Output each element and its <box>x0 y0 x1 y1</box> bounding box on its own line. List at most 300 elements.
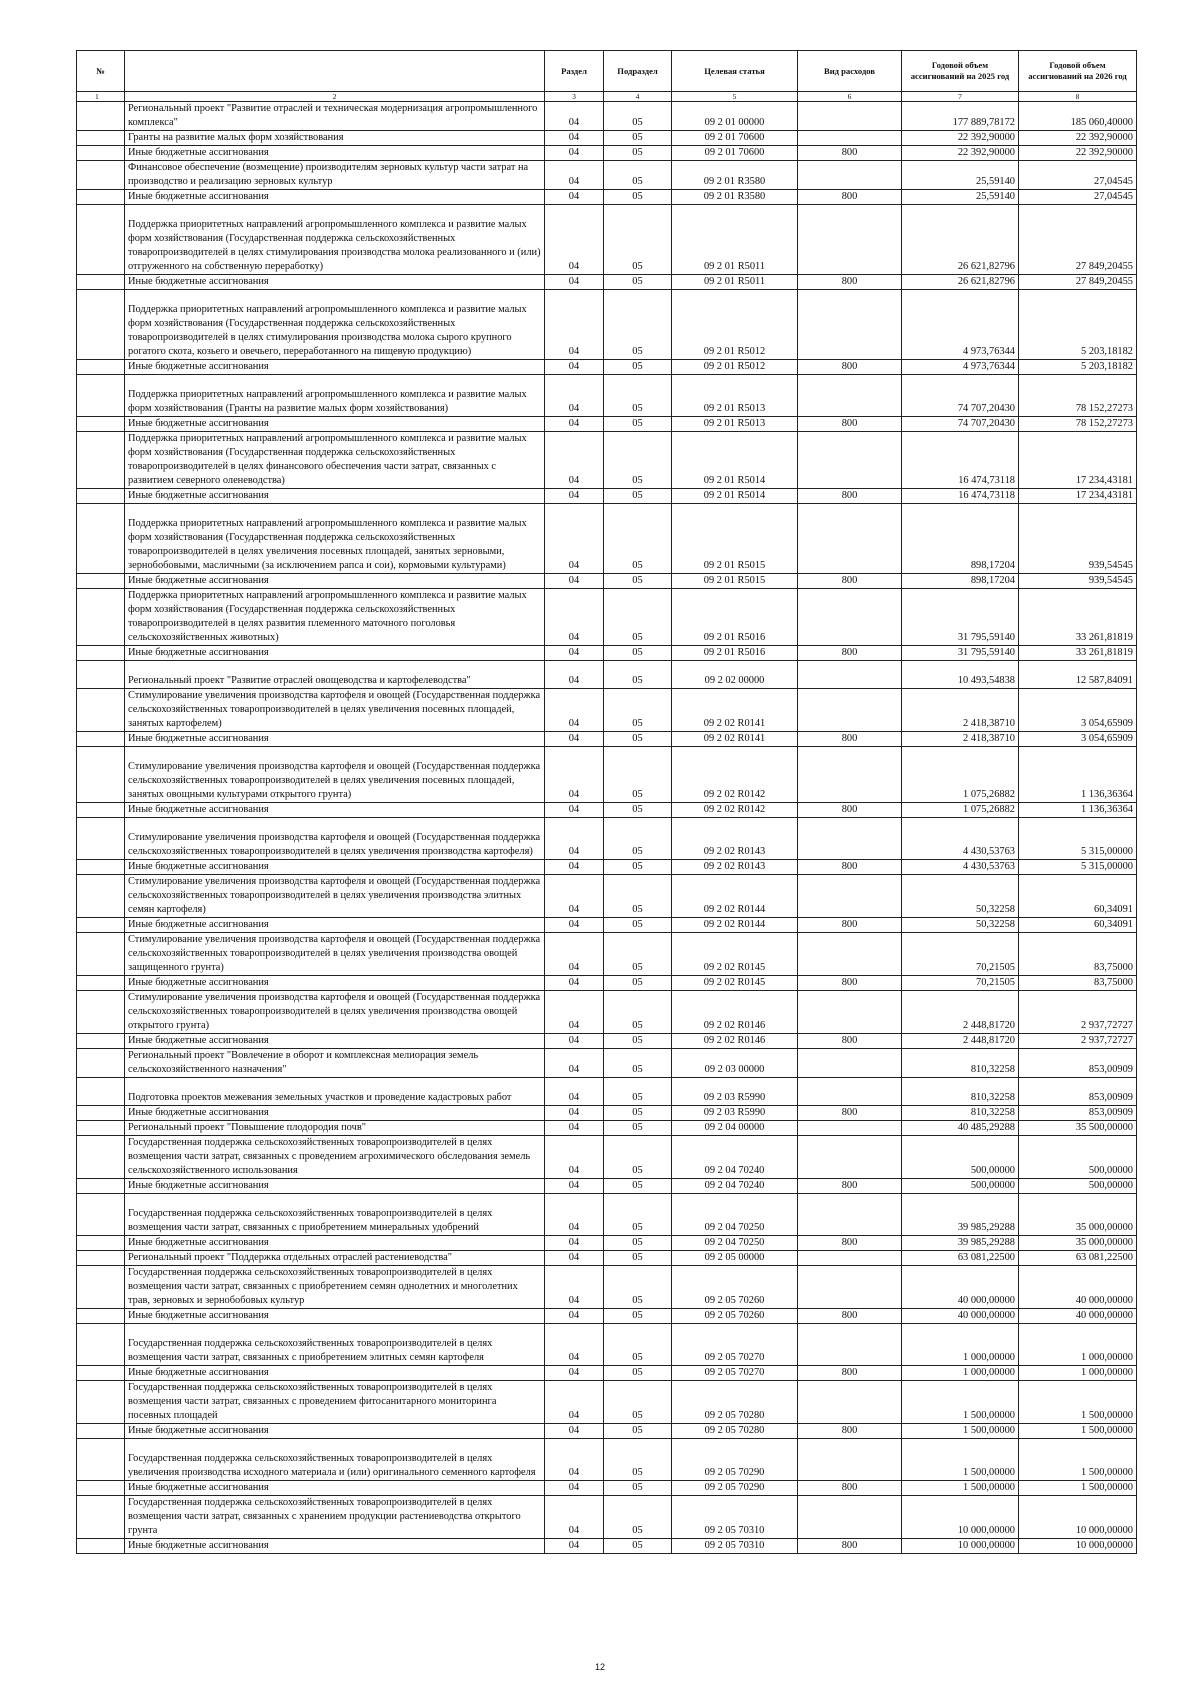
item-name-cell: Поддержка приоритетных направлений агропромышленного комплекса и развитие малых форм хозяйствования (Гранты на развитие малых форм хозяйствования) <box>125 375 545 417</box>
subsection-cell: 05 <box>604 1078 672 1106</box>
subsection-cell: 05 <box>604 1496 672 1539</box>
item-name-cell: Иные бюджетные ассигнования <box>125 732 545 747</box>
table-row <box>77 131 1137 146</box>
number-cell <box>77 818 125 860</box>
table-row <box>77 1481 1137 1496</box>
allocation-2026-cell: 1 136,36364 <box>1019 747 1137 803</box>
table-row <box>77 1136 1137 1179</box>
number-cell <box>77 360 125 375</box>
target-article-cell: 09 2 01 R5016 <box>672 646 798 661</box>
number-cell <box>77 1366 125 1381</box>
allocation-2025-cell: 1 075,26882 <box>902 803 1019 818</box>
subsection-cell: 05 <box>604 275 672 290</box>
expense-type-cell: 800 <box>798 146 902 161</box>
table-row <box>77 489 1137 504</box>
target-article-cell: 09 2 05 70270 <box>672 1366 798 1381</box>
expense-type-cell <box>798 131 902 146</box>
allocation-2026-cell: 3 054,65909 <box>1019 732 1137 747</box>
expense-type-cell: 800 <box>798 860 902 875</box>
subsection-cell: 05 <box>604 1106 672 1121</box>
item-name-cell: Стимулирование увеличения производства картофеля и овощей (Государственная поддержка сельскохозяйственных товаропроизводителей в целях увеличения производства овощей защищенного грунта) <box>125 933 545 976</box>
section-cell: 04 <box>545 205 604 275</box>
table-row <box>77 1309 1137 1324</box>
target-article-cell: 09 2 01 R5015 <box>672 574 798 589</box>
allocation-2025-cell: 810,32258 <box>902 1049 1019 1078</box>
item-name-cell: Иные бюджетные ассигнования <box>125 146 545 161</box>
budget-table-sheet <box>76 50 1136 1554</box>
subsection-cell: 05 <box>604 1366 672 1381</box>
allocation-2025-cell: 1 500,00000 <box>902 1481 1019 1496</box>
item-name-cell: Стимулирование увеличения производства картофеля и овощей (Государственная поддержка сельскохозяйственных товаропроизводителей в целях увеличения производства элитных семян картофеля) <box>125 875 545 918</box>
item-name-cell: Иные бюджетные ассигнования <box>125 1236 545 1251</box>
number-cell <box>77 1236 125 1251</box>
number-cell <box>77 1121 125 1136</box>
section-cell: 04 <box>545 1251 604 1266</box>
page-number: 12 <box>594 1662 605 1672</box>
allocation-2026-cell: 2 937,72727 <box>1019 1034 1137 1049</box>
expense-type-cell: 800 <box>798 1106 902 1121</box>
number-cell <box>77 1106 125 1121</box>
allocation-2025-cell: 40 485,29288 <box>902 1121 1019 1136</box>
item-name-cell: Региональный проект "Вовлечение в оборот и комплексная мелиорация земель сельскохозяйственного назначения" <box>125 1049 545 1078</box>
target-article-cell: 09 2 01 R5011 <box>672 205 798 275</box>
subsection-cell: 05 <box>604 432 672 489</box>
allocation-2025-cell: 4 973,76344 <box>902 360 1019 375</box>
allocation-2026-cell: 40 000,00000 <box>1019 1266 1137 1309</box>
allocation-2025-cell: 74 707,20430 <box>902 375 1019 417</box>
table-row <box>77 205 1137 275</box>
expense-type-cell: 800 <box>798 1481 902 1496</box>
expense-type-cell: 800 <box>798 190 902 205</box>
subsection-cell: 05 <box>604 574 672 589</box>
number-cell <box>77 1078 125 1106</box>
target-article-cell: 09 2 03 R5990 <box>672 1106 798 1121</box>
allocation-2026-cell: 5 203,18182 <box>1019 290 1137 360</box>
section-cell: 04 <box>545 504 604 574</box>
expense-type-cell: 800 <box>798 1424 902 1439</box>
number-cell <box>77 102 125 131</box>
allocation-2026-cell: 83,75000 <box>1019 933 1137 976</box>
section-cell: 04 <box>545 976 604 991</box>
table-row <box>77 574 1137 589</box>
expense-type-cell <box>798 991 902 1034</box>
subsection-cell: 05 <box>604 417 672 432</box>
allocation-2026-cell: 5 315,00000 <box>1019 818 1137 860</box>
target-article-cell: 09 2 02 R0146 <box>672 991 798 1034</box>
item-name-cell: Государственная поддержка сельскохозяйственных товаропроизводителей в целях возмещения части затрат, связанных с хранением продукции растениеводства открытого грунта <box>125 1496 545 1539</box>
allocation-2025-cell: 40 000,00000 <box>902 1266 1019 1309</box>
allocation-2026-cell: 78 152,27273 <box>1019 375 1137 417</box>
subsection-cell: 05 <box>604 375 672 417</box>
item-name-cell: Гранты на развитие малых форм хозяйствования <box>125 131 545 146</box>
expense-type-cell: 800 <box>798 1539 902 1554</box>
section-cell: 04 <box>545 1366 604 1381</box>
subsection-cell: 05 <box>604 732 672 747</box>
number-cell <box>77 1034 125 1049</box>
table-row <box>77 275 1137 290</box>
expense-type-cell <box>798 290 902 360</box>
table-row <box>77 589 1137 646</box>
target-article-cell: 09 2 01 R3580 <box>672 190 798 205</box>
number-cell <box>77 1136 125 1179</box>
target-article-cell: 09 2 02 R0141 <box>672 732 798 747</box>
section-cell: 04 <box>545 1424 604 1439</box>
expense-type-cell: 800 <box>798 976 902 991</box>
allocation-2026-cell: 27,04545 <box>1019 161 1137 190</box>
table-row <box>77 1034 1137 1049</box>
number-cell <box>77 646 125 661</box>
allocation-2025-cell: 39 985,29288 <box>902 1194 1019 1236</box>
number-cell <box>77 146 125 161</box>
target-article-cell: 09 2 01 R5014 <box>672 432 798 489</box>
target-article-cell: 09 2 05 70260 <box>672 1266 798 1309</box>
column-number: 4 <box>604 92 672 102</box>
table-row <box>77 747 1137 803</box>
expense-type-cell: 800 <box>798 1179 902 1194</box>
allocation-2026-cell: 35 500,00000 <box>1019 1121 1137 1136</box>
section-cell: 04 <box>545 432 604 489</box>
item-name-cell: Подготовка проектов межевания земельных участков и проведение кадастровых работ <box>125 1078 545 1106</box>
section-cell: 04 <box>545 1106 604 1121</box>
target-article-cell: 09 2 05 70310 <box>672 1496 798 1539</box>
expense-type-cell <box>798 747 902 803</box>
number-cell <box>77 290 125 360</box>
item-name-cell: Стимулирование увеличения производства картофеля и овощей (Государственная поддержка сельскохозяйственных товаропроизводителей в целях увеличения производства картофеля) <box>125 818 545 860</box>
header-name <box>125 51 545 92</box>
allocation-2025-cell: 74 707,20430 <box>902 417 1019 432</box>
item-name-cell: Региональный проект "Повышение плодородия почв" <box>125 1121 545 1136</box>
allocation-2025-cell: 1 000,00000 <box>902 1324 1019 1366</box>
expense-type-cell <box>798 818 902 860</box>
target-article-cell: 09 2 01 70600 <box>672 146 798 161</box>
expense-type-cell: 800 <box>798 574 902 589</box>
table-header-row <box>77 51 1137 92</box>
allocation-2025-cell: 898,17204 <box>902 504 1019 574</box>
item-name-cell: Иные бюджетные ассигнования <box>125 360 545 375</box>
subsection-cell: 05 <box>604 190 672 205</box>
expense-type-cell <box>798 1439 902 1481</box>
number-cell <box>77 1309 125 1324</box>
allocation-2025-cell: 2 418,38710 <box>902 732 1019 747</box>
section-cell: 04 <box>545 991 604 1034</box>
table-row <box>77 504 1137 574</box>
target-article-cell: 09 2 02 R0142 <box>672 747 798 803</box>
target-article-cell: 09 2 01 00000 <box>672 102 798 131</box>
subsection-cell: 05 <box>604 860 672 875</box>
target-article-cell: 09 2 05 70280 <box>672 1424 798 1439</box>
allocation-2025-cell: 25,59140 <box>902 161 1019 190</box>
target-article-cell: 09 2 01 R5015 <box>672 504 798 574</box>
target-article-cell: 09 2 02 R0145 <box>672 976 798 991</box>
item-name-cell: Региональный проект "Поддержка отдельных отраслей растениеводства" <box>125 1251 545 1266</box>
table-row <box>77 1366 1137 1381</box>
section-cell: 04 <box>545 1236 604 1251</box>
section-cell: 04 <box>545 803 604 818</box>
subsection-cell: 05 <box>604 589 672 646</box>
allocation-2026-cell: 22 392,90000 <box>1019 131 1137 146</box>
table-row <box>77 375 1137 417</box>
allocation-2026-cell: 10 000,00000 <box>1019 1496 1137 1539</box>
allocation-2025-cell: 70,21505 <box>902 976 1019 991</box>
expense-type-cell: 800 <box>798 1366 902 1381</box>
number-cell <box>77 161 125 190</box>
allocation-2026-cell: 1 500,00000 <box>1019 1439 1137 1481</box>
table-row <box>77 102 1137 131</box>
expense-type-cell <box>798 1121 902 1136</box>
table-row <box>77 976 1137 991</box>
allocation-2026-cell: 5 203,18182 <box>1019 360 1137 375</box>
number-cell <box>77 860 125 875</box>
number-cell <box>77 1049 125 1078</box>
table-row <box>77 360 1137 375</box>
allocation-2026-cell: 500,00000 <box>1019 1136 1137 1179</box>
number-cell <box>77 875 125 918</box>
table-row <box>77 875 1137 918</box>
allocation-2025-cell: 26 621,82796 <box>902 275 1019 290</box>
allocation-2026-cell: 500,00000 <box>1019 1179 1137 1194</box>
expense-type-cell: 800 <box>798 803 902 818</box>
subsection-cell: 05 <box>604 1439 672 1481</box>
expense-type-cell: 800 <box>798 360 902 375</box>
item-name-cell: Иные бюджетные ассигнования <box>125 275 545 290</box>
section-cell: 04 <box>545 1324 604 1366</box>
number-cell <box>77 1496 125 1539</box>
allocation-2026-cell: 78 152,27273 <box>1019 417 1137 432</box>
subsection-cell: 05 <box>604 918 672 933</box>
column-number: 3 <box>545 92 604 102</box>
subsection-cell: 05 <box>604 1324 672 1366</box>
table-row <box>77 1424 1137 1439</box>
subsection-cell: 05 <box>604 1424 672 1439</box>
table-row <box>77 1251 1137 1266</box>
allocation-2026-cell: 5 315,00000 <box>1019 860 1137 875</box>
header-target-article: Целевая статья <box>672 51 798 92</box>
section-cell: 04 <box>545 918 604 933</box>
number-cell <box>77 991 125 1034</box>
number-cell <box>77 1194 125 1236</box>
subsection-cell: 05 <box>604 976 672 991</box>
number-cell <box>77 489 125 504</box>
section-cell: 04 <box>545 375 604 417</box>
allocation-2025-cell: 10 000,00000 <box>902 1496 1019 1539</box>
allocation-2026-cell: 12 587,84091 <box>1019 661 1137 689</box>
target-article-cell: 09 2 05 00000 <box>672 1251 798 1266</box>
expense-type-cell: 800 <box>798 275 902 290</box>
allocation-2025-cell: 810,32258 <box>902 1078 1019 1106</box>
section-cell: 04 <box>545 1539 604 1554</box>
item-name-cell: Иные бюджетные ассигнования <box>125 1179 545 1194</box>
table-row <box>77 803 1137 818</box>
target-article-cell: 09 2 05 70260 <box>672 1309 798 1324</box>
number-cell <box>77 1439 125 1481</box>
table-row <box>77 818 1137 860</box>
section-cell: 04 <box>545 275 604 290</box>
section-cell: 04 <box>545 875 604 918</box>
allocation-2025-cell: 10 000,00000 <box>902 1539 1019 1554</box>
allocation-2026-cell: 185 060,40000 <box>1019 102 1137 131</box>
allocation-2025-cell: 63 081,22500 <box>902 1251 1019 1266</box>
item-name-cell: Иные бюджетные ассигнования <box>125 803 545 818</box>
section-cell: 04 <box>545 1049 604 1078</box>
subsection-cell: 05 <box>604 1266 672 1309</box>
allocation-2025-cell: 40 000,00000 <box>902 1309 1019 1324</box>
section-cell: 04 <box>545 1078 604 1106</box>
target-article-cell: 09 2 01 R5011 <box>672 275 798 290</box>
allocation-2026-cell: 33 261,81819 <box>1019 646 1137 661</box>
target-article-cell: 09 2 02 R0143 <box>672 818 798 860</box>
allocation-2025-cell: 50,32258 <box>902 918 1019 933</box>
section-cell: 04 <box>545 360 604 375</box>
allocation-2025-cell: 1 000,00000 <box>902 1366 1019 1381</box>
column-number-row <box>77 92 1137 102</box>
number-cell <box>77 190 125 205</box>
subsection-cell: 05 <box>604 1381 672 1424</box>
target-article-cell: 09 2 05 70290 <box>672 1439 798 1481</box>
allocation-2025-cell: 22 392,90000 <box>902 131 1019 146</box>
number-cell <box>77 504 125 574</box>
target-article-cell: 09 2 05 70310 <box>672 1539 798 1554</box>
table-row <box>77 1539 1137 1554</box>
item-name-cell: Государственная поддержка сельскохозяйственных товаропроизводителей в целях возмещения части затрат, связанных с приобретением элитных семян картофеля <box>125 1324 545 1366</box>
header-expense-type: Вид расходов <box>798 51 902 92</box>
expense-type-cell <box>798 1194 902 1236</box>
section-cell: 04 <box>545 860 604 875</box>
allocation-2026-cell: 35 000,00000 <box>1019 1194 1137 1236</box>
item-name-cell: Государственная поддержка сельскохозяйственных товаропроизводителей в целях возмещения части затрат, связанных с проведением агрохимического обследования земель сельскохозяйственного использования <box>125 1136 545 1179</box>
number-cell <box>77 1324 125 1366</box>
number-cell <box>77 661 125 689</box>
expense-type-cell <box>798 1381 902 1424</box>
item-name-cell: Поддержка приоритетных направлений агропромышленного комплекса и развитие малых форм хозяйствования (Государственная поддержка сельскохозяйственных товаропроизводителей в целях развития племенного маточного поголовья сельскохозяйственных животных) <box>125 589 545 646</box>
subsection-cell: 05 <box>604 933 672 976</box>
allocation-2026-cell: 22 392,90000 <box>1019 146 1137 161</box>
expense-type-cell: 800 <box>798 1236 902 1251</box>
table-row <box>77 1121 1137 1136</box>
subsection-cell: 05 <box>604 803 672 818</box>
item-name-cell: Иные бюджетные ассигнования <box>125 976 545 991</box>
section-cell: 04 <box>545 574 604 589</box>
header-subsection: Подраздел <box>604 51 672 92</box>
target-article-cell: 09 2 03 R5990 <box>672 1078 798 1106</box>
section-cell: 04 <box>545 818 604 860</box>
allocation-2025-cell: 50,32258 <box>902 875 1019 918</box>
section-cell: 04 <box>545 1309 604 1324</box>
item-name-cell: Иные бюджетные ассигнования <box>125 190 545 205</box>
allocation-2025-cell: 500,00000 <box>902 1136 1019 1179</box>
table-row <box>77 190 1137 205</box>
item-name-cell: Иные бюджетные ассигнования <box>125 918 545 933</box>
allocation-2025-cell: 500,00000 <box>902 1179 1019 1194</box>
target-article-cell: 09 2 01 R5013 <box>672 417 798 432</box>
section-cell: 04 <box>545 1121 604 1136</box>
target-article-cell: 09 2 01 R5013 <box>672 375 798 417</box>
table-row <box>77 1194 1137 1236</box>
number-cell <box>77 589 125 646</box>
item-name-cell: Поддержка приоритетных направлений агропромышленного комплекса и развитие малых форм хозяйствования (Государственная поддержка сельскохозяйственных товаропроизводителей в целях стимулирования производства молока реализованного и (или) отгруженного на собственную переработку) <box>125 205 545 275</box>
section-cell: 04 <box>545 689 604 732</box>
allocation-2025-cell: 16 474,73118 <box>902 432 1019 489</box>
number-cell <box>77 1481 125 1496</box>
section-cell: 04 <box>545 417 604 432</box>
item-name-cell: Региональный проект "Развитие отраслей овощеводства и картофелеводства" <box>125 661 545 689</box>
expense-type-cell <box>798 1266 902 1309</box>
target-article-cell: 09 2 02 R0146 <box>672 1034 798 1049</box>
column-number: 6 <box>798 92 902 102</box>
expense-type-cell <box>798 375 902 417</box>
table-row <box>77 290 1137 360</box>
section-cell: 04 <box>545 1194 604 1236</box>
allocation-2026-cell: 35 000,00000 <box>1019 1236 1137 1251</box>
allocation-2026-cell: 1 000,00000 <box>1019 1366 1137 1381</box>
expense-type-cell <box>798 1049 902 1078</box>
allocation-2026-cell: 853,00909 <box>1019 1049 1137 1078</box>
allocation-2025-cell: 810,32258 <box>902 1106 1019 1121</box>
target-article-cell: 09 2 02 R0141 <box>672 689 798 732</box>
target-article-cell: 09 2 04 70250 <box>672 1236 798 1251</box>
column-number: 7 <box>902 92 1019 102</box>
subsection-cell: 05 <box>604 205 672 275</box>
target-article-cell: 09 2 02 R0142 <box>672 803 798 818</box>
allocation-2025-cell: 1 075,26882 <box>902 747 1019 803</box>
expense-type-cell: 800 <box>798 489 902 504</box>
item-name-cell: Иные бюджетные ассигнования <box>125 860 545 875</box>
allocation-2025-cell: 4 430,53763 <box>902 860 1019 875</box>
table-row <box>77 1179 1137 1194</box>
number-cell <box>77 375 125 417</box>
section-cell: 04 <box>545 161 604 190</box>
expense-type-cell: 800 <box>798 646 902 661</box>
number-cell <box>77 275 125 290</box>
allocation-2026-cell: 60,34091 <box>1019 918 1137 933</box>
table-row <box>77 1266 1137 1309</box>
number-cell <box>77 574 125 589</box>
number-cell <box>77 1251 125 1266</box>
allocation-2026-cell: 1 000,00000 <box>1019 1324 1137 1366</box>
item-name-cell: Государственная поддержка сельскохозяйственных товаропроизводителей в целях увеличения производства исходного материала и (или) оригинального семенного картофеля <box>125 1439 545 1481</box>
expense-type-cell <box>798 661 902 689</box>
item-name-cell: Поддержка приоритетных направлений агропромышленного комплекса и развитие малых форм хозяйствования (Государственная поддержка сельскохозяйственных товаропроизводителей в целях стимулирования производства молока сырого крупного рогатого скота, козьего и овечьего, переработанного на пищевую продукцию) <box>125 290 545 360</box>
header-number: № <box>77 51 125 92</box>
number-cell <box>77 918 125 933</box>
table-row <box>77 1381 1137 1424</box>
subsection-cell: 05 <box>604 161 672 190</box>
item-name-cell: Иные бюджетные ассигнования <box>125 1106 545 1121</box>
item-name-cell: Иные бюджетные ассигнования <box>125 1366 545 1381</box>
section-cell: 04 <box>545 190 604 205</box>
allocation-2025-cell: 22 392,90000 <box>902 146 1019 161</box>
allocation-2025-cell: 2 448,81720 <box>902 1034 1019 1049</box>
item-name-cell: Стимулирование увеличения производства картофеля и овощей (Государственная поддержка сельскохозяйственных товаропроизводителей в целях увеличения производства овощей открытого грунта) <box>125 991 545 1034</box>
table-row <box>77 417 1137 432</box>
subsection-cell: 05 <box>604 1136 672 1179</box>
budget-allocation-table <box>76 50 1137 1554</box>
allocation-2025-cell: 16 474,73118 <box>902 489 1019 504</box>
table-row <box>77 432 1137 489</box>
allocation-2025-cell: 70,21505 <box>902 933 1019 976</box>
allocation-2025-cell: 26 621,82796 <box>902 205 1019 275</box>
table-row <box>77 1439 1137 1481</box>
expense-type-cell: 800 <box>798 732 902 747</box>
table-row <box>77 732 1137 747</box>
subsection-cell: 05 <box>604 1194 672 1236</box>
expense-type-cell: 800 <box>798 1309 902 1324</box>
expense-type-cell <box>798 504 902 574</box>
allocation-2025-cell: 1 500,00000 <box>902 1439 1019 1481</box>
subsection-cell: 05 <box>604 146 672 161</box>
expense-type-cell <box>798 432 902 489</box>
target-article-cell: 09 2 04 70240 <box>672 1179 798 1194</box>
allocation-2026-cell: 60,34091 <box>1019 875 1137 918</box>
